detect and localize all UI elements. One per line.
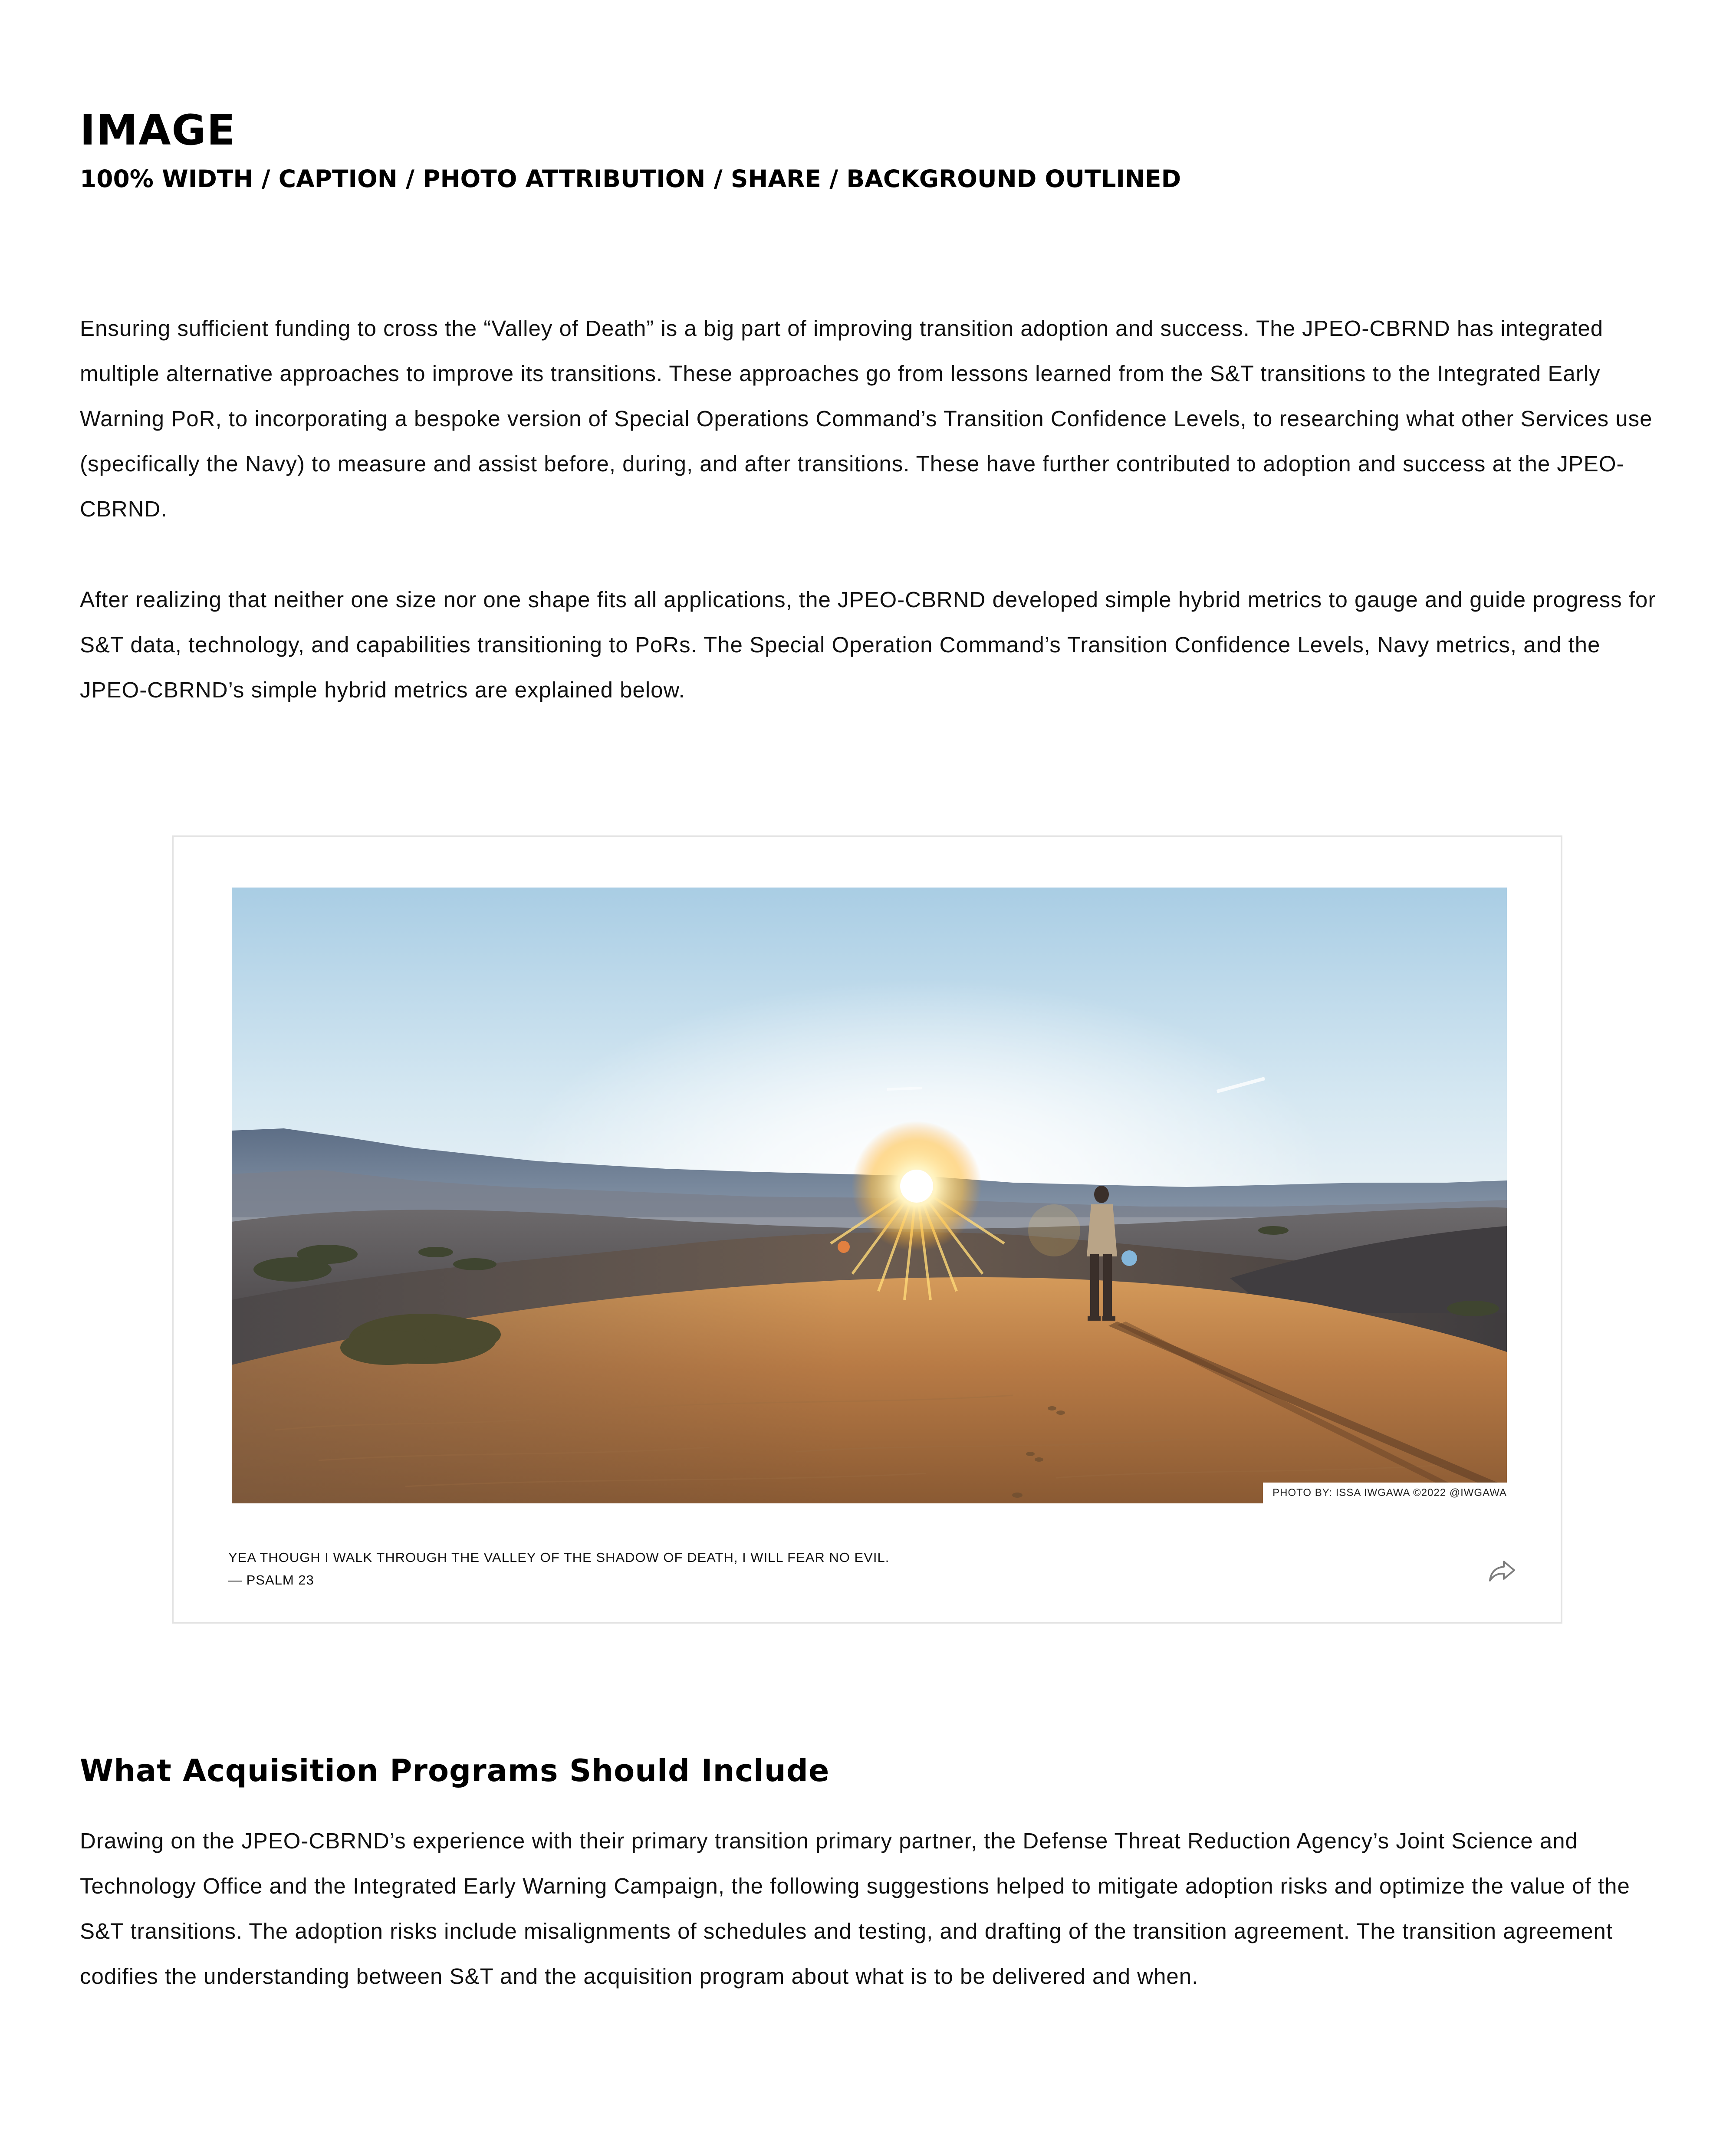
share-arrow-icon <box>1488 1559 1516 1583</box>
page-title: IMAGE <box>80 106 236 155</box>
photo-attribution: PHOTO BY: ISSA IWGAWA ©2022 @IWGAWA <box>1263 1483 1507 1503</box>
body-paragraph-1: Ensuring sufficient funding to cross the “Valley of Death” is a big part of improving transition adoption and success. The JPEO-CBRND has integrated multiple alternative approaches to improve its transitions. These approaches go from lessons learned from the S&T transitions to the Integrated Early Warning PoR, to incorporating a bespoke version of Special Operations Command’s Transition Confidence Levels, to researching what other Services use (specifically the Navy) to measure and assist before, during, and after transitions. These have further contributed to adoption and success at the JPEO-CBRND. <box>80 316 1653 521</box>
share-button[interactable] <box>1486 1557 1518 1585</box>
page-subtitle: 100% WIDTH / CAPTION / PHOTO ATTRIBUTION / SHARE / BACKGROUND OUTLINED <box>80 165 1181 193</box>
section-paragraph: Drawing on the JPEO-CBRND’s experience with their primary transition primary partner, the Defense Threat Reduction Agency’s Joint Science and Technology Office and the Integrated Early Warning Campaign, the following suggestions helped to mitigate adoption risks and optimize the value of the S&T transitions. The adoption risks include misalignments of schedules and testing, and drafting of the transition agreement. The transition agreement codifies the understanding between S&T and the acquisition program about what is to be delivered and when. <box>80 1828 1630 1989</box>
body-paragraph-2: After realizing that neither one size nor one shape fits all applications, the JPEO-CBRND developed simple hybrid metrics to gauge and guide progress for S&T data, technology, and capabilities transitioning to PoRs. The Special Operation Command’s Transition Confidence Levels, Navy metrics, and the JPEO-CBRND’s simple hybrid metrics are explained below. <box>80 587 1656 702</box>
section-heading: What Acquisition Programs Should Include <box>80 1753 830 1789</box>
image-figure <box>172 835 1562 1624</box>
image-caption <box>228 1546 889 1591</box>
caption-line-source: — PSALM 23 <box>228 1572 314 1588</box>
caption-line-quote: YEA THOUGH I WALK THROUGH THE VALLEY OF THE SHADOW OF DEATH, I WILL FEAR NO EVIL. <box>228 1550 890 1565</box>
desert-sunrise-photo <box>232 888 1507 1503</box>
